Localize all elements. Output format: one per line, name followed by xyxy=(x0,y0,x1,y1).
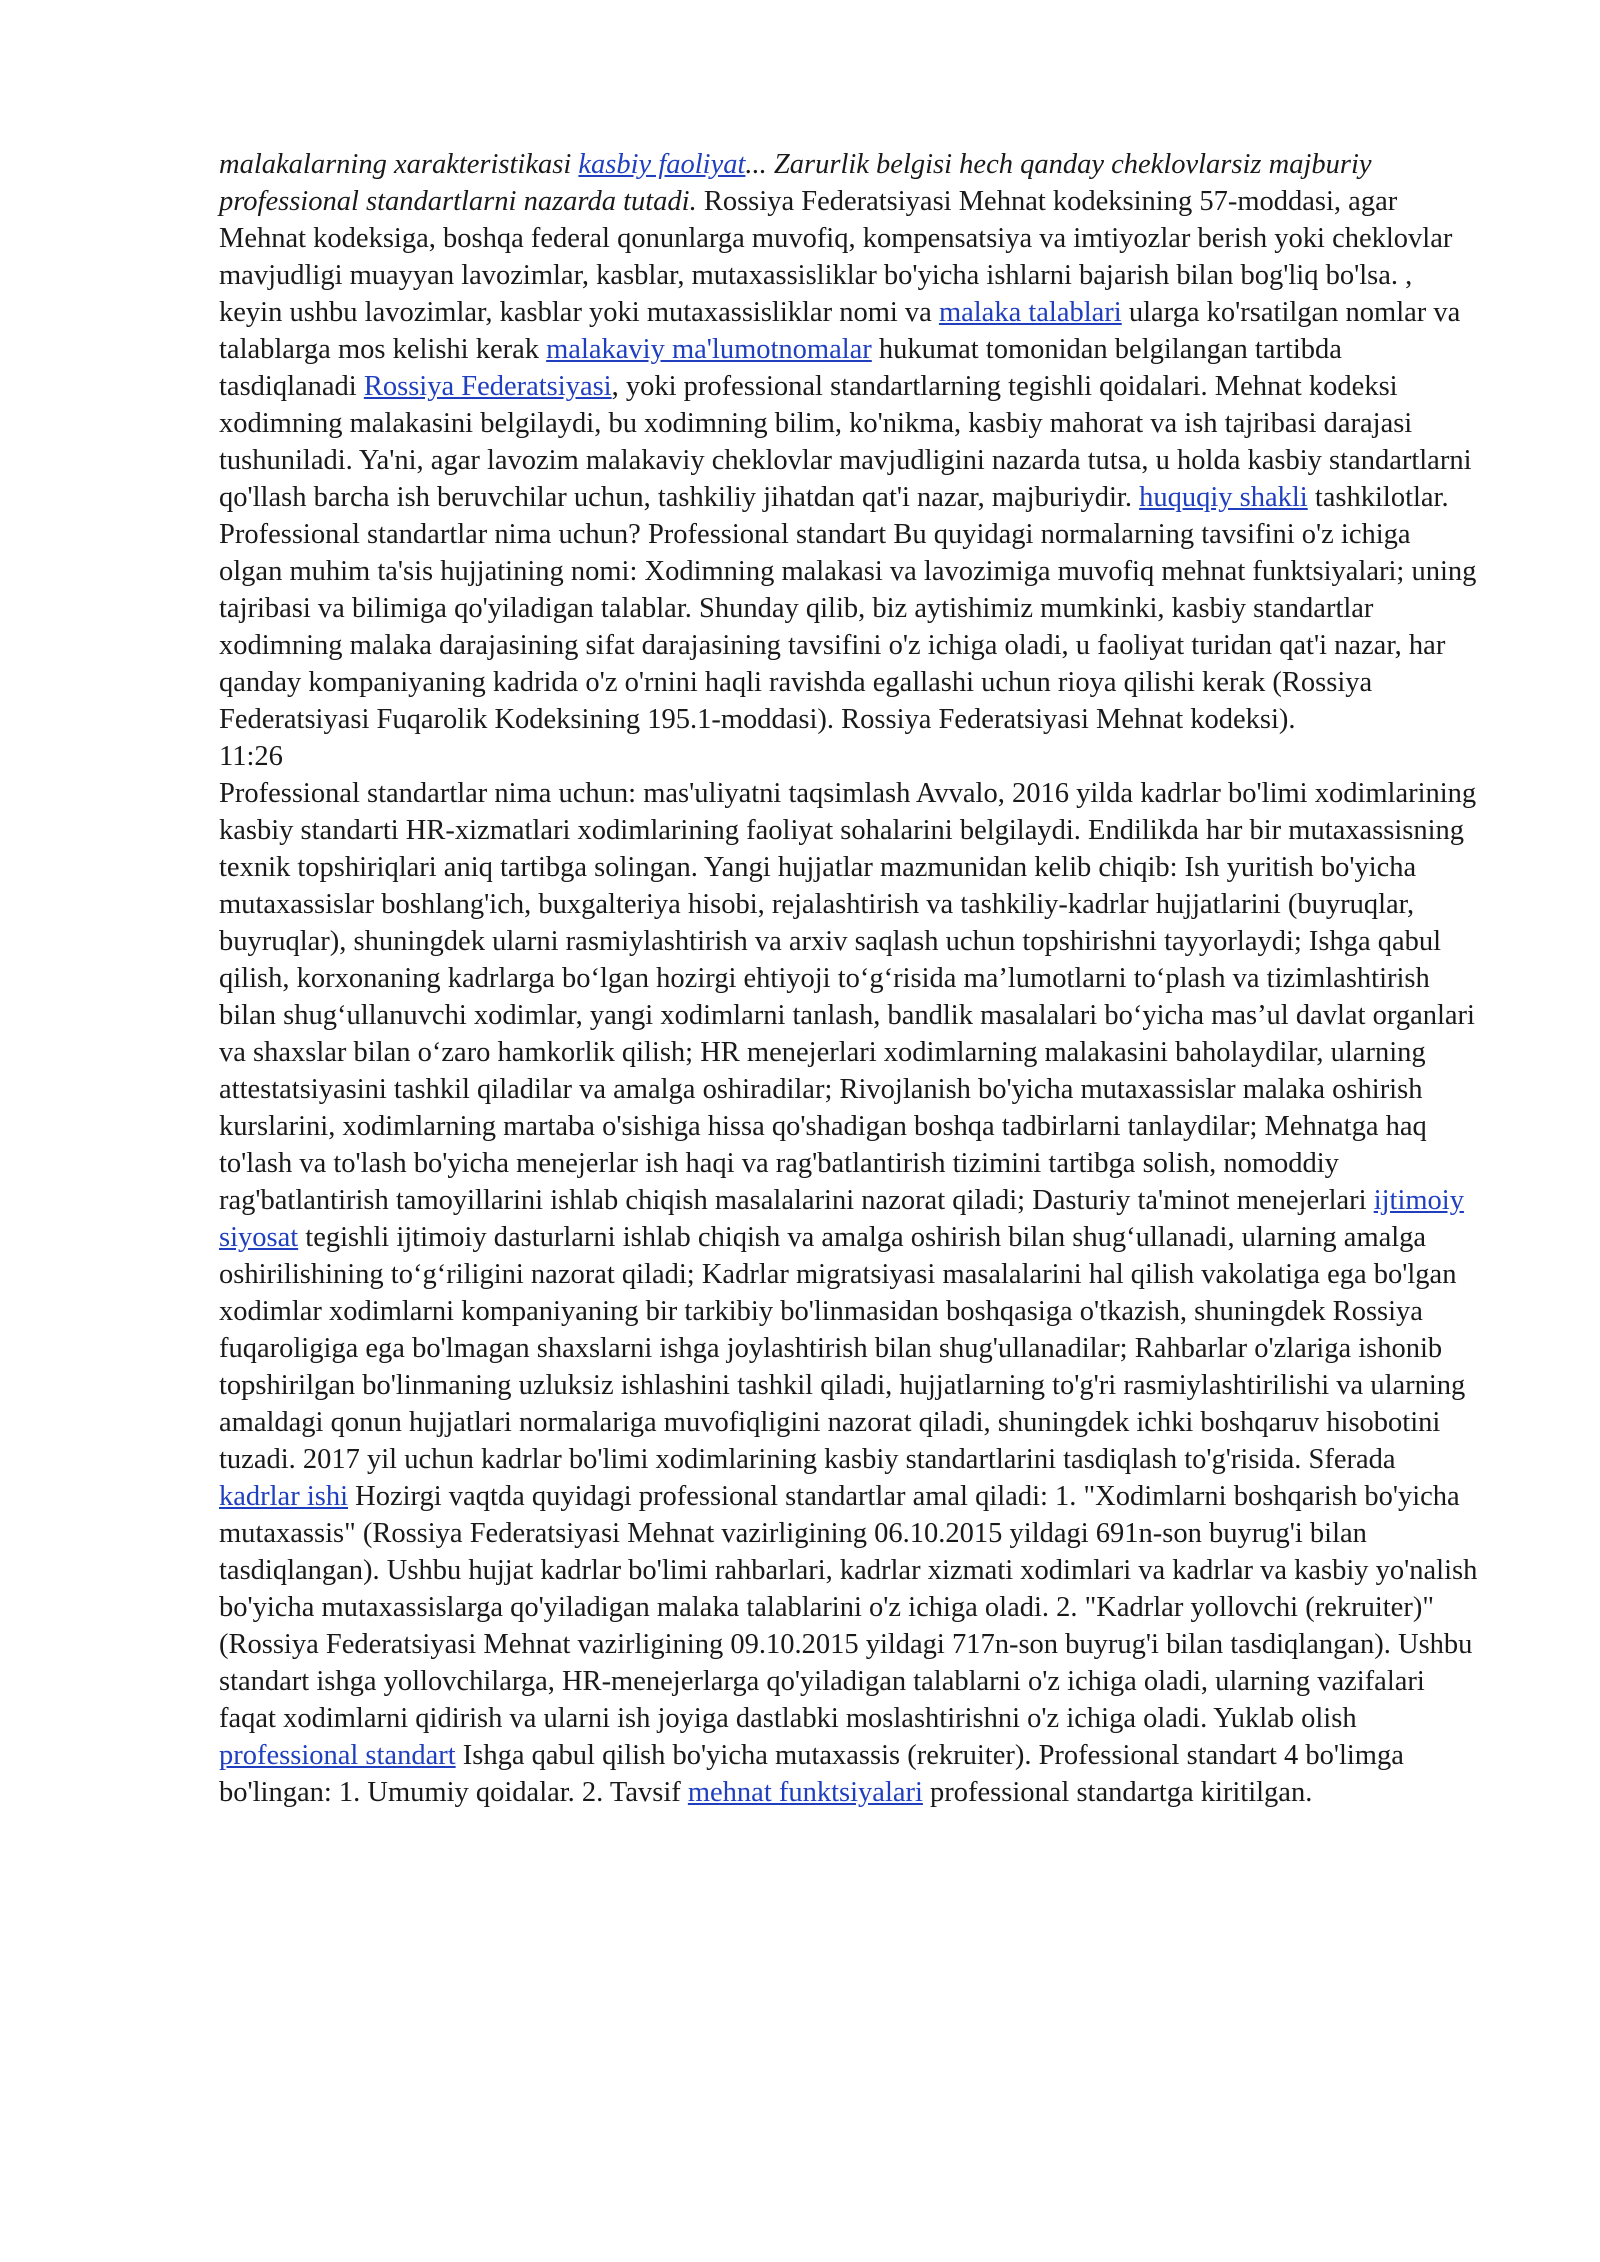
body-text: Rossiya Federatsiyasi Mehnat kodeksining 57-moddasi, agar Mehnat kodeksiga, boshqa federal qonunlarga muvofiq, kompensatsiya va imtiyozlar berish yoki cheklovlar mavjudligi muayyan lavozimlar, kasblar, mutaxassisliklar bo'yicha ishlarni bajarish bilan bog'liq bo'lsa. , keyin ushbu lavozimlar, kasblar yoki mutaxassisliklar nomi va xyxy=(219,186,1453,328)
paragraph-qualification-requirements xyxy=(219,146,1479,738)
italic-text: malakalarning xarakteristikasi xyxy=(219,149,579,180)
body-text: hukumat tomonidan belgilangan tartibda tasdiqlanadi xyxy=(219,334,1342,402)
link-professional-standart[interactable]: professional standart xyxy=(219,1740,456,1771)
body-text: tashkilotlar. Professional standartlar nima uchun? Professional standart Bu quyidagi normalarning tavsifini o'z ichiga olgan muhim ta'sis hujjatining nomi: Xodimning malakasi va lavozimiga muvofiq mehnat funktsiyalari; uning tajribasi va bilimiga qo'yiladigan talablar. Shunday qilib, biz aytishimiz mumkinki, kasbiy standartlar xodimning malaka darajasining sifat darajasining tavsifini o'z ichiga oladi, u faoliyat turidan qat'i nazar, har qanday kompaniyaning kadrida o'z o'rnini haqli ravishda egallashi uchun rioya qilishi kerak (Rossiya Federatsiyasi Fuqarolik Kodeksining 195.1-moddasi). Rossiya Federatsiyasi Mehnat kodeksi). xyxy=(219,482,1477,735)
body-text: professional standartga kiritilgan. xyxy=(922,1777,1313,1808)
link-malaka-talablari[interactable]: malaka talablari xyxy=(938,297,1122,328)
link-ijtimoiy-siyosat[interactable]: ijtimoiy siyosat xyxy=(219,1185,1464,1253)
italic-text: ... Zarurlik belgisi hech qanday cheklovlarsiz majburiy professional standartlarni nazarda tutadi. xyxy=(219,149,1372,217)
body-text: Professional standartlar nima uchun: mas'uliyatni taqsimlash Avvalo, 2016 yilda kadrlar bo'limi xodimlarining kasbiy standarti HR-xizmatlari xodimlarining faoliyat sohalarini belgilaydi. Endilikda har bir mutaxassisning texnik topshiriqlari aniq tartibga solingan. Yangi hujjatlar mazmunidan kelib chiqib: Ish yuritish bo'yicha mutaxassislar boshlang'ich, buxgalteriya hisobi, rejalashtirish va tashkiliy-kadrlar hujjatlarini (buyruqlar, buyruqlar), shuningdek ularni rasmiylashtirish va arxiv saqlash uchun topshirishni tayyorlaydi; Ishga qabul qilish, korxonaning kadrlarga boʻlgan hozirgi ehtiyoji toʻgʻrisida maʼlumotlarni toʻplash va tizimlashtirish bilan shugʻullanuvchi xodimlar, yangi xodimlarni tanlash, bandlik masalalari boʻyicha masʼul davlat organlari va shaxslar bilan oʻzaro hamkorlik qilish; HR menejerlari xodimlarning malakasini baholaydilar, ularning attestatsiyasini tashkil qiladilar va amalga oshiradilar; Rivojlanish bo'yicha mutaxassislar malaka oshirish kurslarini, xodimlarning martaba o'sishiga hissa qo'shadigan boshqa tadbirlarni tanlaydilar; Mehnatga haq to'lash va to'lash bo'yicha menejerlar ish haqi va rag'batlantirish tizimini tartibga solish, nomoddiy rag'batlantirish tamoyillarini ishlab chiqish masalalarini nazorat qiladi; Dasturiy ta'minot menejerlari xyxy=(219,778,1477,1216)
link-kadrlar-ishi[interactable]: kadrlar ishi xyxy=(219,1481,349,1512)
document-page xyxy=(219,146,1479,1811)
link-huquqiy-shakli[interactable]: huquqiy shakli xyxy=(1139,482,1308,513)
body-text: , yoki professional standartlarning tegishli qoidalari. Mehnat kodeksi xodimning malakasini belgilaydi, bu xodimning bilim, ko'nikma, kasbiy mahorat va ish tajribasi darajasi tushuniladi. Ya'ni, agar lavozim malakaviy cheklovlar mavjudligini nazarda tutsa, u holda kasbiy standartlarni qo'llash barcha ish beruvchilar uchun, tashkiliy jihatdan qat'i nazar, majburiydir. xyxy=(219,371,1472,513)
link-malakaviy-malumotnomalar[interactable]: malakaviy ma'lumotnomalar xyxy=(546,334,872,365)
body-text: tegishli ijtimoiy dasturlarni ishlab chiqish va amalga oshirish bilan shugʻullanadi, ularning amalga oshirilishining toʻgʻriligini nazorat qiladi; Kadrlar migratsiyasi masalalarini hal qilish vakolatiga ega bo'lgan xodimlar xodimlarni kompaniyaning bir tarkibiy bo'linmasidan boshqasiga o'tkazish, shuningdek Rossiya fuqaroligiga ega bo'lmagan shaxslarni ishga joylashtirish bilan shug'ullanadilar; Rahbarlar o'zlariga ishonib topshirilgan bo'linmaning uzluksiz ishlashini tashkil qiladi, hujjatlarning to'g'ri rasmiylashtirilishi va ularning amaldagi qonun hujjatlari normalariga muvofiqligini nazorat qiladi, shuningdek ichki boshqaruv hisobotini tuzadi. 2017 yil uchun kadrlar bo'limi xodimlarining kasbiy standartlarini tasdiqlash to'g'risida. Sferada xyxy=(219,1222,1466,1475)
link-kasbiy-faoliyat[interactable]: kasbiy faoliyat xyxy=(578,149,746,180)
body-text: Ishga qabul qilish bo'yicha mutaxassis (rekruiter). Professional standart 4 bo'limga bo'lingan: 1. Umumiy qoidalar. 2. Tavsif xyxy=(219,1740,1404,1808)
paragraph-hr-standards xyxy=(219,775,1479,1811)
body-text: ularga ko'rsatilgan nomlar va talablarga mos kelishi kerak xyxy=(219,297,1461,365)
link-mehnat-funktsiyalari[interactable]: mehnat funktsiyalari xyxy=(687,1777,923,1808)
body-text: Hozirgi vaqtda quyidagi professional standartlar amal qiladi: 1. "Xodimlarni boshqarish bo'yicha mutaxassis" (Rossiya Federatsiyasi Mehnat vazirligining 06.10.2015 yildagi 691n-son buyrug'i bilan tasdiqlangan). Ushbu hujjat kadrlar bo'limi rahbarlari, kadrlar xizmati xodimlari va kadrlar va kasbiy yo'nalish bo'yicha mutaxassislarga qo'yiladigan malaka talablarini o'z ichiga oladi. 2. "Kadrlar yollovchi (rekruiter)" (Rossiya Federatsiyasi Mehnat vazirligining 09.10.2015 yildagi 717n-son buyrug'i bilan tasdiqlangan). Ushbu standart ishga yollovchilarga, HR-menejerlarga qo'yiladigan talablarni o'z ichiga oladi, ularning vazifalari faqat xodimlarni qidirish va ularni ish joyiga dastlabki moslashtirishni o'z ichiga oladi. Yuklab olish xyxy=(219,1481,1478,1734)
timestamp: 11:26 xyxy=(219,741,283,772)
link-rossiya-federatsiyasi[interactable]: Rossiya Federatsiyasi xyxy=(363,371,612,402)
